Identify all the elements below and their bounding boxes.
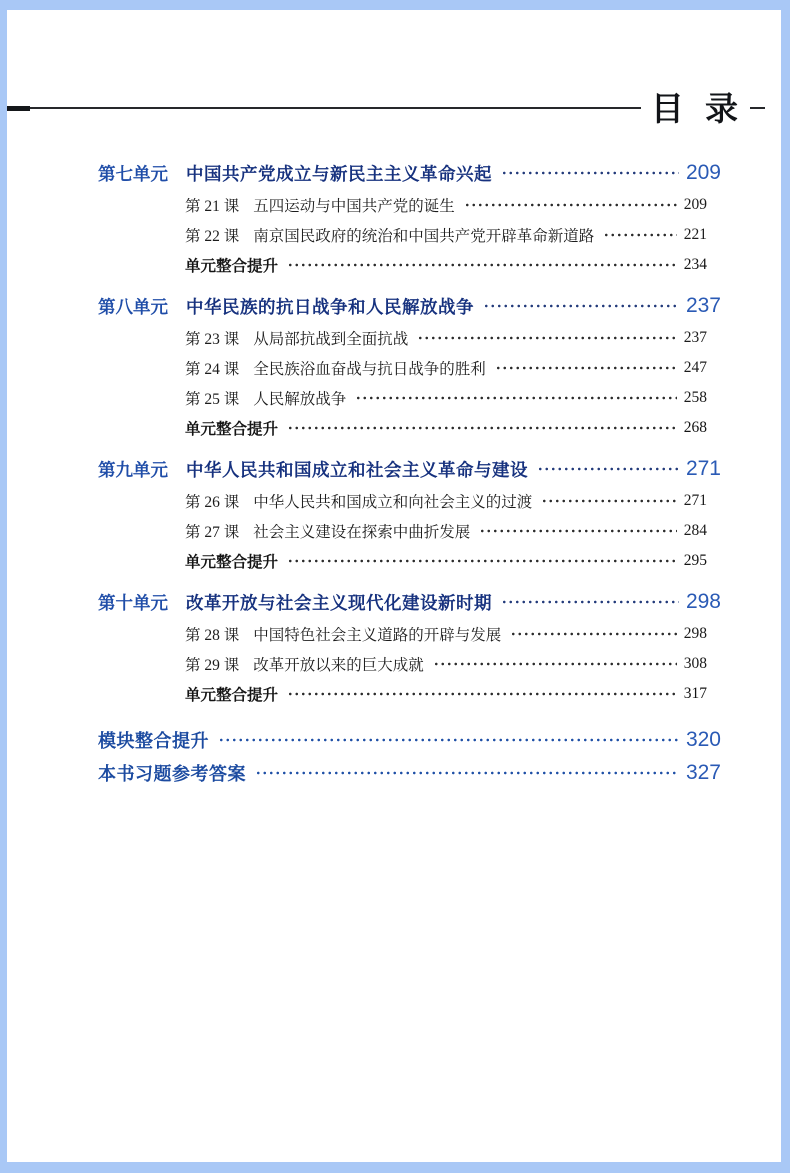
lesson-label: 第 26 课 — [185, 494, 240, 511]
lesson-page-number: 298 — [683, 625, 707, 642]
header-rule-end-dash — [750, 107, 765, 109]
dot-leader — [417, 323, 676, 353]
dot-leader — [483, 289, 679, 323]
lesson-title: 改革开放以来的巨大成就 — [253, 657, 424, 674]
toc-unit-summary-row — [98, 250, 721, 280]
toc-unit-row — [98, 289, 721, 323]
unit-summary-page-number: 234 — [683, 256, 707, 273]
dot-leader — [355, 383, 676, 413]
toc-lesson-row — [98, 190, 721, 220]
unit-label: 第九单元 — [98, 459, 168, 480]
unit-page-number: 298 — [685, 590, 721, 613]
toc-unit-group — [98, 289, 721, 443]
toc-body — [7, 130, 781, 789]
back-matter-page-number: 327 — [685, 760, 721, 784]
toc-lesson-row — [98, 323, 721, 353]
dot-leader — [537, 452, 679, 486]
toc-lesson-row — [98, 649, 721, 679]
toc-back-matter — [98, 723, 721, 789]
dot-leader — [287, 679, 677, 709]
toc-unit-summary-row — [98, 546, 721, 576]
dot-leader — [479, 516, 676, 546]
lesson-title: 从局部抗战到全面抗战 — [253, 331, 409, 348]
dot-leader — [510, 619, 676, 649]
lesson-title: 人民解放战争 — [253, 391, 347, 408]
header-rule-line — [30, 107, 641, 109]
lesson-label: 第 28 课 — [185, 627, 240, 644]
unit-summary-title: 单元整合提升 — [185, 421, 279, 438]
lesson-title: 五四运动与中国共产党的诞生 — [253, 198, 455, 215]
dot-leader — [464, 190, 677, 220]
lesson-label: 第 22 课 — [185, 228, 240, 245]
unit-summary-title: 单元整合提升 — [185, 687, 279, 704]
toc-unit-row — [98, 156, 721, 190]
unit-page-number: 237 — [685, 294, 721, 317]
lesson-title: 全民族浴血奋战与抗日战争的胜利 — [253, 361, 486, 378]
dot-leader — [603, 220, 676, 250]
toc-lesson-row — [98, 486, 721, 516]
lesson-page-number: 308 — [683, 655, 707, 672]
back-matter-title: 本书习题参考答案 — [98, 763, 246, 784]
lesson-label: 第 21 课 — [185, 198, 240, 215]
toc-unit-row — [98, 452, 721, 486]
unit-summary-page-number: 268 — [683, 419, 707, 436]
back-matter-page-number: 320 — [685, 727, 721, 751]
unit-label: 第七单元 — [98, 163, 168, 184]
dot-leader — [501, 156, 679, 190]
unit-label: 第八单元 — [98, 296, 168, 317]
dot-leader — [287, 250, 677, 280]
toc-lesson-row — [98, 516, 721, 546]
unit-page-number: 209 — [685, 161, 721, 184]
lesson-title: 社会主义建设在探索中曲折发展 — [253, 524, 471, 541]
unit-summary-page-number: 295 — [683, 552, 707, 569]
lesson-title: 中国特色社会主义道路的开辟与发展 — [253, 627, 502, 644]
unit-label: 第十单元 — [98, 592, 168, 613]
unit-summary-title: 单元整合提升 — [185, 554, 279, 571]
unit-title: 中国共产党成立与新民主主义革命兴起 — [186, 163, 492, 184]
dot-leader — [255, 756, 679, 789]
dot-leader — [287, 546, 677, 576]
toc-lesson-row — [98, 619, 721, 649]
lesson-label: 第 23 课 — [185, 331, 240, 348]
back-matter-title: 模块整合提升 — [98, 730, 209, 751]
lesson-page-number: 237 — [683, 329, 707, 346]
lesson-page-number: 221 — [683, 226, 707, 243]
toc-unit-summary-row — [98, 413, 721, 443]
unit-title: 中华人民共和国成立和社会主义革命与建设 — [186, 459, 528, 480]
toc-unit-group — [98, 452, 721, 576]
unit-summary-page-number: 317 — [683, 685, 707, 702]
toc-header — [7, 86, 781, 130]
toc-unit-summary-row — [98, 679, 721, 709]
toc-back-matter-row — [98, 756, 721, 789]
lesson-page-number: 271 — [683, 492, 707, 509]
header-rule-thick-dash — [7, 106, 30, 111]
page-title: 目 录 — [650, 89, 744, 127]
lesson-label: 第 24 课 — [185, 361, 240, 378]
lesson-page-number: 209 — [683, 196, 707, 213]
toc-back-matter-row — [98, 723, 721, 756]
dot-leader — [501, 585, 679, 619]
lesson-label: 第 25 课 — [185, 391, 240, 408]
dot-leader — [495, 353, 677, 383]
lesson-page-number: 247 — [683, 359, 707, 376]
toc-lesson-row — [98, 353, 721, 383]
lesson-label: 第 27 课 — [185, 524, 240, 541]
unit-title: 中华民族的抗日战争和人民解放战争 — [186, 296, 474, 317]
toc-unit-row — [98, 585, 721, 619]
lesson-title: 南京国民政府的统治和中国共产党开辟革命新道路 — [253, 228, 595, 245]
dot-leader — [433, 649, 677, 679]
unit-title: 改革开放与社会主义现代化建设新时期 — [186, 592, 492, 613]
toc-lesson-row — [98, 383, 721, 413]
dot-leader — [218, 723, 679, 756]
lesson-page-number: 284 — [683, 522, 707, 539]
toc-unit-group — [98, 156, 721, 280]
unit-page-number: 271 — [685, 457, 721, 480]
toc-lesson-row — [98, 220, 721, 250]
lesson-title: 中华人民共和国成立和向社会主义的过渡 — [253, 494, 533, 511]
lesson-page-number: 258 — [683, 389, 707, 406]
unit-summary-title: 单元整合提升 — [185, 258, 279, 275]
dot-leader — [541, 486, 676, 516]
dot-leader — [287, 413, 677, 443]
toc-unit-group — [98, 585, 721, 709]
lesson-label: 第 29 课 — [185, 657, 240, 674]
book-page — [7, 10, 781, 1162]
